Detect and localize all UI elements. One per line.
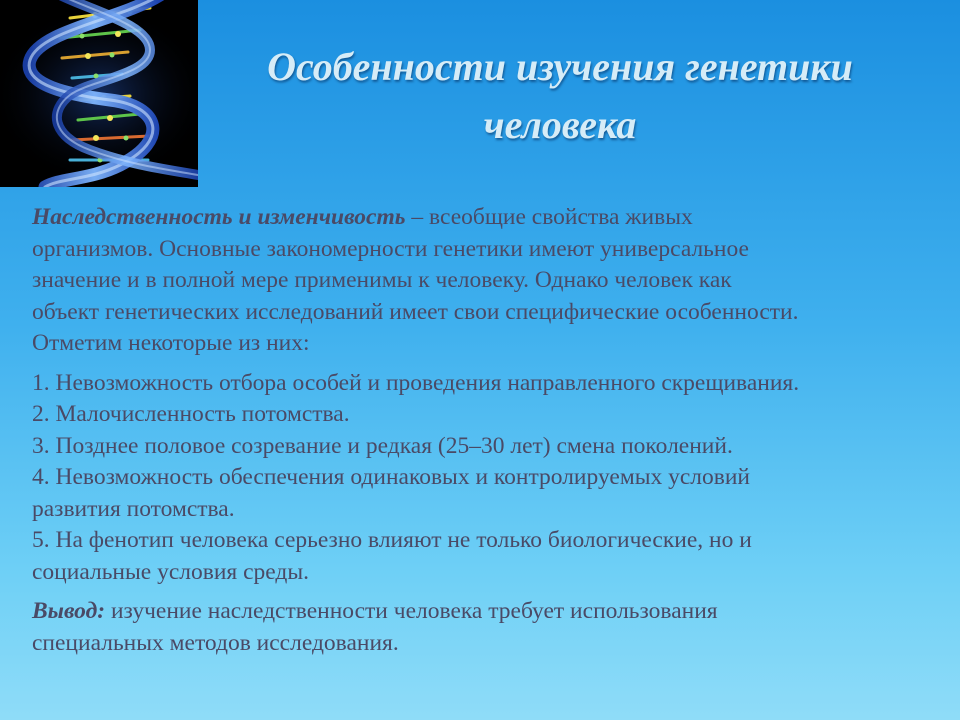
dna-helix-illustration (0, 0, 198, 187)
list-item: социальные условия среды. (32, 558, 310, 585)
list-item: 2. Малочисленность потомства. (32, 401, 350, 427)
features-list (32, 368, 937, 589)
conclusion-line: специальных методов исследования. (32, 629, 399, 656)
intro-line-rest: – всеобщие свойства живых (405, 204, 693, 230)
intro-line: значение и в полной мере применимы к человеку. Однако человек как (32, 267, 732, 293)
conclusion-line (32, 596, 937, 628)
conclusion-paragraph (32, 596, 937, 659)
list-item: 3. Позднее половое созревание и редкая (25–30 лет) смена поколений. (32, 432, 733, 459)
list-item: 5. На фенотип человека серьезно влияют не только биологические, но и (32, 527, 752, 553)
intro-line: Отметим некоторые из них: (32, 330, 310, 356)
intro-line: организмов. Основные закономерности генетики имеют универсальное (32, 235, 749, 262)
conclusion-label: Вывод: (32, 598, 106, 624)
intro-term: Наследственность и изменчивость (32, 204, 406, 230)
title-line-2: человека (483, 102, 637, 147)
slide-body (32, 202, 937, 659)
intro-paragraph (32, 202, 937, 360)
intro-line (32, 202, 937, 234)
dna-helix-image (0, 0, 198, 187)
list-item: 1. Невозможность отбора особей и проведения направленного скрещивания. (32, 369, 800, 396)
list-item: 4. Невозможность обеспечения одинаковых и контролируемых условий (32, 464, 751, 490)
list-item: развития потомства. (32, 495, 235, 522)
title-line-1: Особенности изучения генетики (267, 44, 853, 89)
conclusion-line-rest: изучение наследственности человека требует использования (105, 598, 718, 624)
intro-line: объект генетических исследований имеет свои специфические особенности. (32, 298, 799, 325)
slide-title (210, 38, 910, 154)
